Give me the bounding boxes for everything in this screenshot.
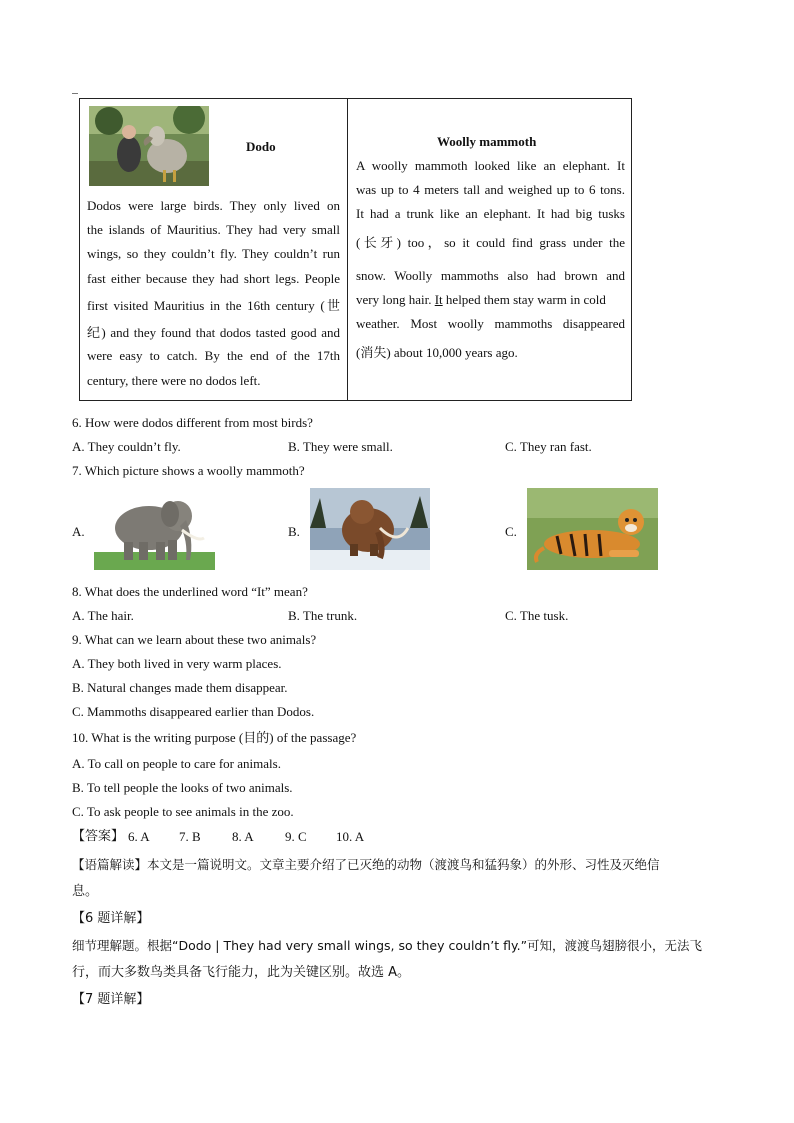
q8-option-a: A. The hair. bbox=[72, 608, 134, 623]
mammoth-line-6-after: helped them stay warm in cold bbox=[442, 292, 606, 307]
mammoth-line-7: weather. Most woolly mammoths disappeared bbox=[356, 316, 625, 331]
q6-option-a: A. They couldn’t fly. bbox=[72, 439, 181, 454]
detail6-line-2: 行，而大多数鸟类具备飞行能力，此为关键区别。故选 A。 bbox=[72, 965, 411, 980]
q7-option-a: A. bbox=[72, 524, 85, 539]
q8-stem: 8. What does the underlined word “It” mean? bbox=[72, 584, 308, 599]
mammoth-line-6 bbox=[356, 292, 625, 308]
q7-option-b: B. bbox=[288, 524, 300, 539]
detail6-line-1: 细节理解题。根据“Dodo | They had very small wings, so they couldn’t fly.”可知，渡渡鸟翅膀很小，无法飞 bbox=[72, 938, 703, 953]
answer-item-6: 6. A bbox=[128, 829, 150, 844]
analysis-label: 【语篇解读】 bbox=[72, 857, 148, 872]
elephant-picture bbox=[94, 490, 215, 570]
dodo-line-8: century, there were no dodos left. bbox=[87, 373, 261, 388]
tiger-picture bbox=[527, 488, 658, 570]
table-divider bbox=[347, 98, 348, 401]
mammoth-line-8: (消失) about 10,000 years ago. bbox=[356, 345, 518, 360]
q6-option-c: C. They ran fast. bbox=[505, 439, 592, 454]
mammoth-line-4: (长牙) too，so it could find grass under the bbox=[356, 235, 625, 250]
answer-item-8: 8. A bbox=[232, 829, 254, 844]
underlined-it: It bbox=[434, 292, 443, 307]
analysis-text-1: 本文是一篇说明文。文章主要介绍了已灭绝的动物（渡渡鸟和猛犸象）的外形、习性及灭绝信 bbox=[147, 857, 660, 872]
q9-option-a: A. They both lived in very warm places. bbox=[72, 656, 282, 671]
q10-option-b: B. To tell people the looks of two animals. bbox=[72, 780, 293, 795]
mammoth-line-6-before: very long hair. bbox=[356, 292, 435, 307]
dodo-line-4: fast either because they had short legs. People bbox=[87, 271, 340, 286]
woolly-mammoth-picture bbox=[310, 488, 430, 570]
q6-option-b: B. They were small. bbox=[288, 439, 393, 454]
analysis-line-2: 息。 bbox=[72, 884, 99, 899]
mammoth-line-5: snow. Woolly mammoths also had brown and bbox=[356, 268, 625, 283]
answer-item-7: 7. B bbox=[179, 829, 201, 844]
q10-option-a: A. To call on people to care for animals. bbox=[72, 756, 281, 771]
mammoth-line-2: was up to 4 meters tall and weighed up to 6 tons. bbox=[356, 182, 625, 197]
dodo-line-1: Dodos were large birds. They only lived on bbox=[87, 198, 340, 213]
q9-option-b: B. Natural changes made them disappear. bbox=[72, 680, 288, 695]
q7-stem: 7. Which picture shows a woolly mammoth? bbox=[72, 463, 305, 478]
dodo-line-3: wings, so they couldn’t fly. They couldn’t run bbox=[87, 246, 340, 261]
answer-item-10: 10. A bbox=[336, 829, 365, 844]
q7-option-c: C. bbox=[505, 524, 517, 539]
mammoth-line-3: It had a trunk like an elephant. It had big tusks bbox=[356, 206, 625, 221]
mammoth-heading: Woolly mammoth bbox=[437, 134, 537, 149]
q6-stem: 6. How were dodos different from most birds? bbox=[72, 415, 313, 430]
q9-stem: 9. What can we learn about these two animals? bbox=[72, 632, 317, 647]
q8-option-c: C. The tusk. bbox=[505, 608, 569, 623]
dodo-line-6: 纪) and they found that dodos tasted good and bbox=[87, 325, 340, 340]
mammoth-line-1: A woolly mammoth looked like an elephant. It bbox=[356, 158, 625, 173]
dodo-photo bbox=[89, 106, 209, 186]
dodo-line-2: the islands of Mauritius. They had very small bbox=[87, 222, 340, 237]
answer-label: 【答案】 bbox=[72, 829, 125, 844]
dodo-line-5: first visited Mauritius in the 16th century (世 bbox=[87, 298, 340, 313]
detail7-label: 【7 题详解】 bbox=[72, 992, 150, 1007]
q9-option-c: C. Mammoths disappeared earlier than Dodos. bbox=[72, 704, 315, 719]
detail6-label: 【6 题详解】 bbox=[72, 911, 150, 926]
corner-mark bbox=[72, 93, 78, 94]
q10-option-c: C. To ask people to see animals in the zoo. bbox=[72, 804, 294, 819]
q8-option-b: B. The trunk. bbox=[288, 608, 358, 623]
analysis-line-1 bbox=[72, 857, 660, 873]
answer-item-9: 9. C bbox=[285, 829, 307, 844]
q10-stem: 10. What is the writing purpose (目的) of the passage? bbox=[72, 730, 357, 745]
dodo-line-7: were easy to catch. By the end of the 17th bbox=[87, 348, 340, 363]
dodo-heading: Dodo bbox=[246, 139, 276, 154]
